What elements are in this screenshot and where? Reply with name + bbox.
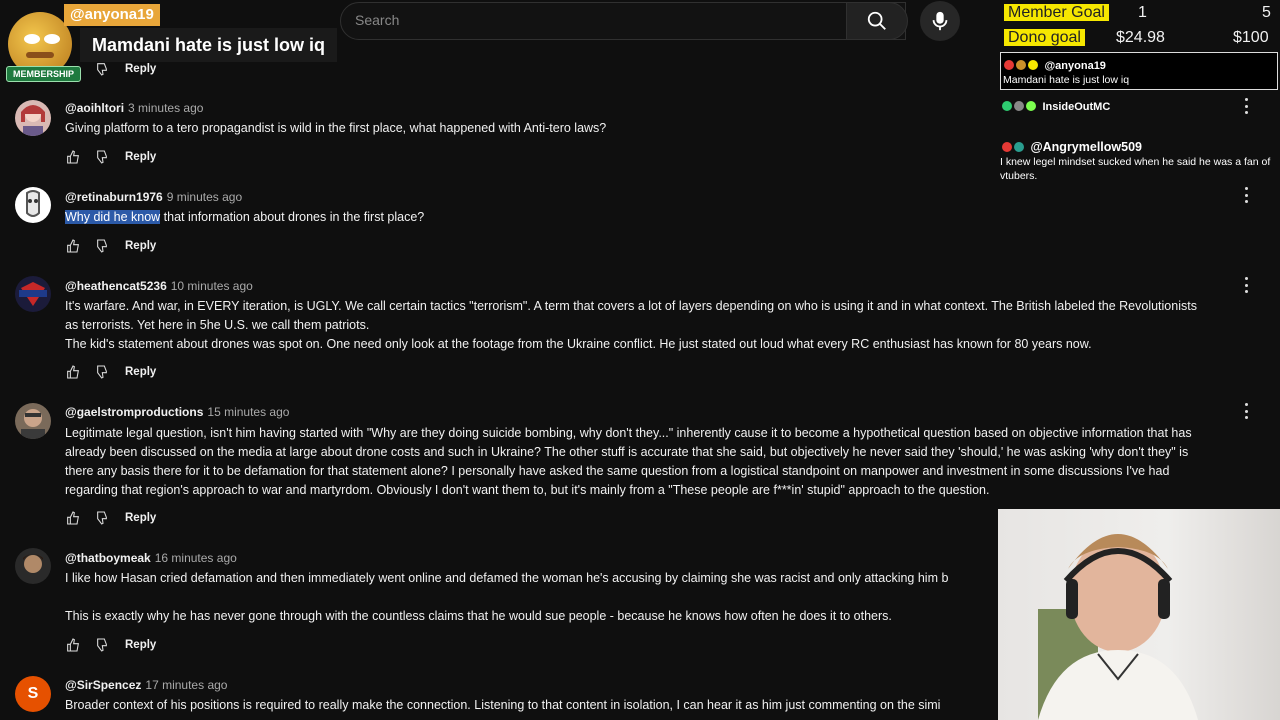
dono-goal-current: $24.98	[1116, 29, 1165, 46]
comment-author[interactable]: @heathencat5236 10 minutes ago	[65, 279, 253, 293]
chat-menu-button[interactable]	[1244, 187, 1248, 203]
member-badge-icon	[1016, 60, 1026, 70]
avatar-image	[15, 187, 51, 223]
comment-time: 17 minutes ago	[145, 678, 228, 692]
search-input[interactable]: Search	[355, 12, 400, 28]
check-icon	[1002, 101, 1012, 111]
member-goal-label: Member Goal	[1004, 4, 1109, 21]
chat-username: @Angrymellow509	[1030, 140, 1142, 154]
stream-chat-highlight	[1000, 52, 1278, 90]
thumbs-up-icon[interactable]	[65, 637, 81, 653]
avatar[interactable]	[15, 100, 51, 136]
search-button[interactable]	[846, 2, 908, 40]
reply-button[interactable]: Reply	[125, 151, 157, 163]
comment-text: as terrorists. Yet here in 5he U.S. we call them patriots.	[65, 318, 370, 332]
reply-button[interactable]: Reply	[125, 512, 157, 524]
avatar[interactable]	[15, 676, 51, 712]
selected-text: Why did he know	[65, 210, 161, 224]
comment-text: Giving platform to a tero propagandist is wild in the first place, what happened with Anti-tero laws?	[65, 121, 607, 135]
member-goal-target: 5	[1262, 4, 1271, 21]
highlight-message: Mamdani hate is just low iq	[80, 28, 337, 62]
comment-text: This is exactly why he has never gone through with the countless claims that he would sue people - because he knows how often he does it to others.	[65, 609, 892, 623]
comment-author[interactable]: @retinaburn1976 9 minutes ago	[65, 190, 243, 204]
comment-time: 10 minutes ago	[170, 279, 253, 293]
youtube-icon	[1002, 142, 1012, 152]
thumbs-down-icon[interactable]	[95, 149, 111, 165]
youtube-icon	[1004, 60, 1014, 70]
comment-actions	[65, 147, 156, 167]
webcam-feed	[998, 509, 1280, 720]
reply-button[interactable]: Reply	[125, 240, 157, 252]
comment-author[interactable]: @gaelstromproductions 15 minutes ago	[65, 405, 290, 419]
comment-time: 3 minutes ago	[128, 101, 204, 115]
comment-text: Why did he know that information about drones in the first place?	[65, 210, 425, 224]
chat-message: Mamdani hate is just low iq	[1003, 74, 1130, 86]
avatar[interactable]	[15, 548, 51, 584]
chat-username: InsideOutMC	[1042, 101, 1111, 113]
avatar-letter: S	[27, 685, 39, 702]
dono-goal-label: Dono goal	[1004, 29, 1085, 46]
thumbs-down-icon[interactable]	[95, 510, 111, 526]
microphone-icon	[930, 10, 950, 32]
member-goal-current: 1	[1138, 4, 1147, 21]
avatar[interactable]	[15, 403, 51, 439]
avatar-image	[15, 100, 51, 136]
comment-time: 16 minutes ago	[154, 551, 237, 565]
comment-text: The kid's statement about drones was spot on. One need only look at the footage from the Ukraine conflict. He just stated out loud what every RC enthusiast has known for 80 years now.	[65, 337, 1092, 351]
goals-panel	[1000, 0, 1280, 50]
reply-button[interactable]: Reply	[125, 639, 157, 651]
avatar-image	[15, 548, 51, 584]
thumbs-down-icon[interactable]	[95, 238, 111, 254]
avatar-image	[15, 276, 51, 312]
comment-text: Broader context of his positions is required to really make the connection. Listening to that content in isolation, I can hear it as him just commenting on the simi	[65, 698, 941, 712]
thumbs-down-icon[interactable]	[95, 61, 111, 77]
thumbs-down-icon[interactable]	[95, 364, 111, 380]
reply-button[interactable]: Reply	[125, 366, 157, 378]
comment-text: I like how Hasan cried defamation and then immediately went online and defamed the woman he's accusing by claiming she was racist and only attacking him b	[65, 571, 949, 585]
comment-actions	[65, 635, 156, 655]
chat-entry	[1002, 138, 1142, 156]
membership-badge: MEMBERSHIP	[6, 66, 81, 82]
comment-text: It's warfare. And war, in EVERY iteration, is UGLY. We call certain tactics "terrorism". A term that covers a lot of layers depending on who is using it and in what context. The British labeled the Revolutionists	[65, 299, 1197, 313]
thumbs-up-icon[interactable]	[65, 149, 81, 165]
comment-author[interactable]: @thatboymeak 16 minutes ago	[65, 551, 237, 565]
donor-badge-icon	[1028, 60, 1038, 70]
avatar-icon	[1014, 142, 1024, 152]
streamer-image	[998, 509, 1280, 720]
comment-text: there any basis there for it to be defamation for that statement alone? I personally have asked the same question from a logistical standpoint on manpower and investment in some discussions I've had	[65, 464, 1170, 478]
chat-message: I knew legel mindset sucked when he said he was a fan of vtubers.	[1000, 156, 1271, 182]
dono-goal-target: $100	[1233, 29, 1269, 46]
avatar-image	[15, 403, 51, 439]
user-icon	[1014, 101, 1024, 111]
comment-menu-button[interactable]	[1244, 277, 1248, 293]
comment-actions	[65, 508, 156, 528]
reply-button[interactable]: Reply	[125, 63, 157, 75]
thumbs-down-icon[interactable]	[95, 637, 111, 653]
voice-search-button[interactable]	[920, 1, 960, 41]
chat-menu-button[interactable]	[1244, 98, 1248, 114]
comment-menu-button[interactable]	[1244, 403, 1248, 419]
comment-text: Legitimate legal question, isn't him having started with "Why are they doing suicide bombing, why don't they..." inherently cause it to become a hypothetical question based on objective information that has	[65, 426, 1192, 440]
comment-time: 15 minutes ago	[207, 405, 290, 419]
star-icon	[1026, 101, 1036, 111]
comment-text: regarding that region's approach to war and martyrdom. Obviously I don't want them to, but it's mainly from a "These people are f***in' stupid" approach to the question.	[65, 483, 990, 497]
avatar[interactable]	[15, 187, 51, 223]
comment-actions	[65, 236, 156, 256]
comment-author[interactable]: @SirSpencez 17 minutes ago	[65, 678, 228, 692]
chat-username: @anyona19	[1044, 60, 1106, 72]
highlight-username: @anyona19	[64, 4, 160, 26]
comment-text: already been discussed on the media at large about drone costs and such in Ukraine? The other stuff is accurate that she said, but objectively he never said they 'should,' he was asking 'why don't they" is	[65, 445, 1189, 459]
thumbs-up-icon[interactable]	[65, 364, 81, 380]
comment-author[interactable]: @aoihltori 3 minutes ago	[65, 101, 204, 115]
avatar[interactable]	[15, 276, 51, 312]
comment-actions	[65, 362, 156, 382]
thumbs-up-icon[interactable]	[65, 510, 81, 526]
comment-time: 9 minutes ago	[166, 190, 243, 204]
thumbs-up-icon[interactable]	[65, 238, 81, 254]
search-icon	[866, 10, 888, 32]
chat-entry	[1002, 97, 1110, 115]
